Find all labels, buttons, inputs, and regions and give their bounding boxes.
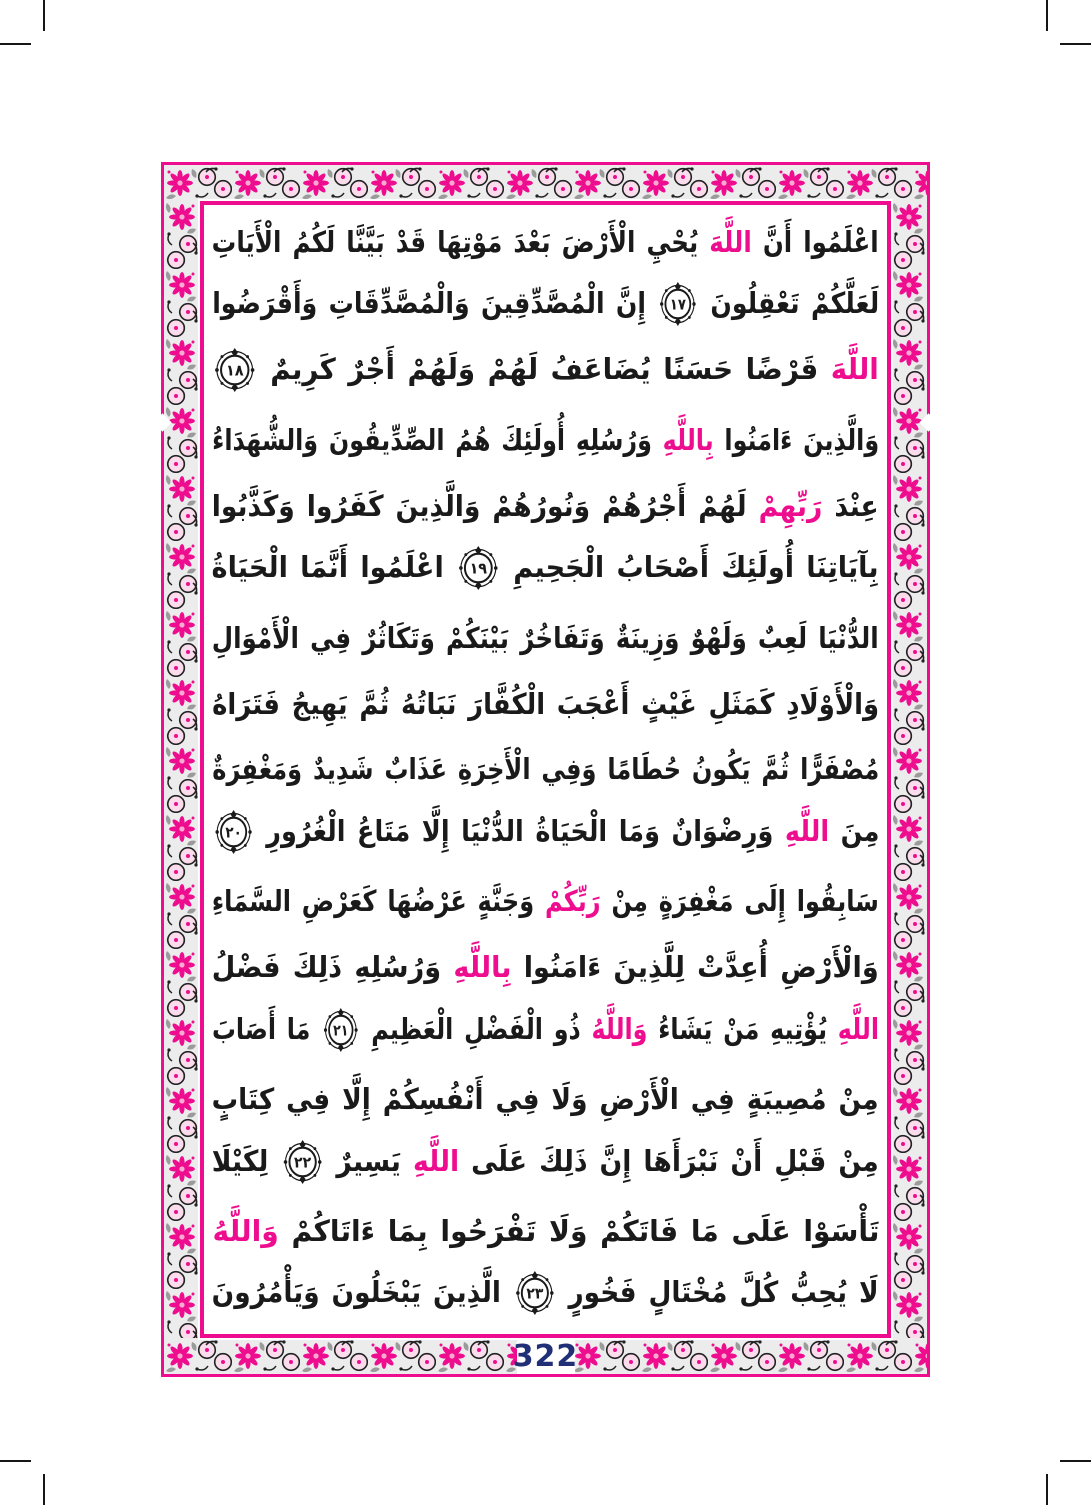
crop-mark: [0, 1460, 31, 1462]
ayah-marker-icon: [214, 810, 253, 861]
quran-line: [212, 671, 879, 737]
border-ornament-left: [164, 201, 200, 1338]
crop-mark: [43, 0, 45, 31]
quran-line: [212, 1000, 879, 1066]
quran-line: [212, 934, 879, 1000]
highlighted-divine-word: وَاللَّهُ: [212, 1214, 279, 1249]
quran-line: [212, 473, 879, 539]
text-segment: اعْلَمُوا أَنَّ: [752, 224, 879, 259]
quran-line-content: [212, 810, 879, 861]
highlighted-divine-word: رَبِّهِمْ: [758, 488, 823, 523]
highlighted-divine-word: وَاللَّهُ: [591, 1011, 648, 1046]
quran-line: [212, 1066, 879, 1132]
quran-line-content: [212, 225, 879, 259]
highlighted-divine-word: اللَّهِ: [413, 1143, 460, 1178]
crop-mark: [1046, 1474, 1048, 1505]
text-segment: سَابِقُوا إِلَى مَغْفِرَةٍ مِنْ: [600, 884, 879, 919]
border-ornament-right: [891, 201, 927, 1338]
quran-line-content: [212, 1008, 879, 1059]
highlighted-divine-word: بِاللَّهِ: [453, 950, 512, 985]
text-segment: مِنْ مُصِيبَةٍ فِي الْأَرْضِ وَلَا فِي أَنْفُسِكُمْ إِلَّا فِي كِتَابٍ: [212, 1082, 879, 1117]
svg-text:٢١: ٢١: [333, 1022, 349, 1040]
text-segment: وَالْأَرْضِ أُعِدَّتْ لِلَّذِينَ ءَامَنُوا: [511, 950, 879, 985]
quran-line-content: [212, 1271, 879, 1322]
svg-text:١٨: ١٨: [226, 361, 244, 381]
text-segment: بِآيَاتِنَا أُولَئِكَ أَصْحَابُ الْجَحِيمِ: [501, 550, 879, 585]
quran-line-content: [212, 621, 879, 655]
svg-text:٢٢: ٢٢: [294, 1153, 312, 1172]
quran-line: [212, 539, 879, 605]
text-segment: إِنَّ الْمُصَّدِّقِينَ وَالْمُصَّدِّقَاتِ وَأَقْرَضُوا: [212, 286, 658, 321]
quran-line-content: [212, 546, 879, 597]
quran-line-content: [212, 489, 879, 523]
text-segment: وَالْأَوْلَادِ كَمَثَلِ غَيْثٍ أَعْجَبَ الْكُفَّارَ نَبَاتُهُ ثُمَّ يَهِيجُ فَتَرَاهُ: [212, 686, 879, 721]
border-ornament-top: [164, 165, 927, 201]
text-segment: وَرُسُلِهِ أُولَئِكَ هُمُ الصِّدِّيقُونَ وَالشُّهَدَاءُ: [212, 422, 663, 457]
text-segment: مِنَ: [828, 813, 879, 848]
svg-text:٢٣: ٢٣: [526, 1285, 544, 1304]
text-segment: وَالَّذِينَ ءَامَنُوا: [713, 422, 879, 457]
text-segment: ذُو الْفَضْلِ الْعَظِيمِ: [360, 1011, 592, 1046]
crop-mark: [1060, 1460, 1091, 1462]
crop-mark: [1060, 43, 1091, 45]
text-segment: عِنْدَ: [822, 488, 879, 523]
quran-line: [212, 1132, 879, 1198]
quran-line-content: [212, 348, 879, 399]
highlighted-divine-word: اللَّهِ: [837, 1011, 879, 1046]
ayah-marker-icon: [214, 348, 256, 399]
text-segment: مِنْ قَبْلِ أَنْ نَبْرَأَهَا إِنَّ ذَلِكَ عَلَى: [459, 1143, 879, 1178]
text-segment: مُصْفَرًّا ثُمَّ يَكُونُ حُطَامًا وَفِي الْأَخِرَةِ عَذَابٌ شَدِيدٌ وَمَغْفِرَةٌ: [212, 752, 879, 787]
text-segment: وَجَنَّةٍ عَرْضُهَا كَعَرْضِ السَّمَاءِ: [212, 884, 546, 919]
text-segment: لَهُمْ أَجْرُهُمْ وَنُورُهُمْ وَالَّذِينَ كَفَرُوا وَكَذَّبُوا: [212, 488, 759, 523]
quran-line-content: [212, 884, 879, 918]
svg-text:١٧: ١٧: [669, 297, 687, 315]
ayah-marker-icon: [659, 282, 697, 333]
quran-line-content: [212, 752, 879, 786]
text-segment: لِكَيْلَا: [212, 1143, 281, 1178]
text-segment: الدُّنْيَا لَعِبٌ وَلَهْوٌ وَزِينَةٌ وَتَفَاخُرٌ بَيْنَكُمْ وَتَكَاثُرٌ فِي الْأَمْوَالِ: [212, 620, 879, 655]
quran-line: [212, 341, 879, 407]
ayah-marker-icon: [282, 1140, 322, 1191]
text-segment: مَا أَصَابَ: [212, 1011, 322, 1046]
ayah-marker-icon: [458, 546, 499, 597]
highlighted-divine-word: بِاللَّهِ: [662, 422, 714, 457]
highlighted-divine-word: اللَّهَ: [709, 224, 753, 259]
quran-line: [212, 275, 879, 341]
page-frame: [161, 162, 930, 1377]
quran-text-block: [204, 205, 887, 1334]
crop-mark: [1046, 0, 1048, 31]
text-segment: وَرِضْوَانٌ وَمَا الْحَيَاةُ الدُّنْيَا إِلَّا مَتَاعُ الْغُرُورِ: [254, 813, 785, 848]
quran-line: [212, 802, 879, 868]
text-segment: يُحْيِ الْأَرْضَ بَعْدَ مَوْتِهَا قَدْ بَيَّنَّا لَكُمُ الْأَيَاتِ: [212, 224, 710, 259]
quran-line-content: [212, 950, 879, 984]
page-number-plate: [512, 1338, 579, 1374]
text-segment: تَأْسَوْا عَلَى مَا فَاتَكُمْ وَلَا تَفْرَحُوا بِمَا ءَاتَاكُمْ: [278, 1214, 879, 1249]
text-segment: لَعَلَّكُمْ تَعْقِلُونَ: [698, 286, 879, 321]
text-segment: اعْلَمُوا أَنَّمَا الْحَيَاةُ: [212, 550, 457, 585]
quran-line-content: [212, 282, 879, 333]
quran-line: [212, 737, 879, 803]
quran-line-content: [212, 1140, 879, 1191]
text-segment: الَّذِينَ يَبْخَلُونَ وَيَأْمُرُونَ: [212, 1275, 514, 1310]
text-segment: وَرُسُلِهِ ذَلِكَ فَضْلُ: [212, 950, 454, 985]
quran-line-content: [212, 1082, 879, 1116]
quran-line: [212, 1198, 879, 1264]
highlighted-divine-word: اللَّهِ: [784, 813, 829, 848]
quran-line: [212, 209, 879, 275]
page-number: 322: [512, 1338, 579, 1374]
text-segment: يُؤْتِيهِ مَنْ يَشَاءُ: [647, 1011, 838, 1046]
quran-line: [212, 1264, 879, 1330]
quran-line-content: [212, 1214, 879, 1248]
crop-mark: [0, 43, 31, 45]
svg-text:١٩: ١٩: [470, 560, 488, 579]
ayah-marker-icon: [323, 1008, 359, 1059]
quran-line: [212, 605, 879, 671]
text-window: [200, 201, 891, 1338]
text-segment: لَا يُحِبُّ كُلَّ مُخْتَالٍ فَخُورٍ: [556, 1275, 879, 1310]
quran-line-content: [212, 687, 879, 721]
quran-line: [212, 407, 879, 473]
highlighted-divine-word: رَبِّكُمْ: [545, 884, 601, 919]
text-segment: يَسِيرٌ: [324, 1143, 414, 1178]
text-segment: قَرْضًا حَسَنًا يُضَاعَفُ لَهُمْ وَلَهُمْ أَجْرٌ كَرِيمٌ: [257, 352, 831, 387]
quran-line: [212, 868, 879, 934]
highlighted-divine-word: اللَّهَ: [830, 352, 879, 387]
quran-line-content: [212, 423, 879, 457]
crop-mark: [43, 1474, 45, 1505]
ayah-marker-icon: [515, 1271, 555, 1322]
svg-text:٢٠: ٢٠: [224, 824, 242, 842]
